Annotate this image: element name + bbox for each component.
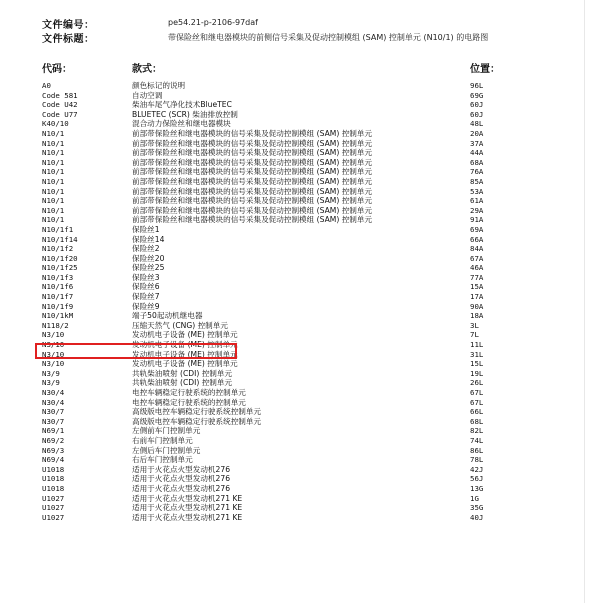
component-description: 保险丝2 xyxy=(132,244,160,254)
component-position: 78L xyxy=(470,455,484,465)
list-item xyxy=(0,158,601,168)
component-code: U1027 xyxy=(42,512,65,522)
component-code: N10/1f6 xyxy=(42,282,74,292)
component-code: N10/1 xyxy=(42,148,65,158)
component-position: 42J xyxy=(470,464,484,474)
list-item xyxy=(0,119,601,129)
doc-number: pe54.21-p-2106-97daf xyxy=(168,18,258,27)
component-code: U1018 xyxy=(42,483,65,493)
component-code: U1018 xyxy=(42,474,65,484)
component-code: N10/1f9 xyxy=(42,301,74,311)
component-code: N3/10 xyxy=(42,359,65,369)
component-description: 前部带保险丝和继电器模块的信号采集及促动控制模组 (SAM) 控制单元 xyxy=(132,186,373,196)
list-item xyxy=(0,110,601,120)
component-position: 17A xyxy=(470,292,484,302)
component-position: 40J xyxy=(470,512,484,522)
component-position: 85A xyxy=(470,176,484,186)
component-description: 保险丝6 xyxy=(132,282,160,292)
list-item xyxy=(0,139,601,149)
component-description: 前部带保险丝和继电器模块的信号采集及促动控制模组 (SAM) 控制单元 xyxy=(132,148,373,158)
component-position: 15L xyxy=(470,359,484,369)
component-code: N10/1f7 xyxy=(42,292,74,302)
list-item xyxy=(0,426,601,436)
highlight-box xyxy=(35,343,237,359)
list-item xyxy=(0,494,601,504)
list-item xyxy=(0,513,601,523)
component-position: 31L xyxy=(470,349,484,359)
component-description: 前部带保险丝和继电器模块的信号采集及促动控制模组 (SAM) 控制单元 xyxy=(132,215,373,225)
component-description: 前部带保险丝和继电器模块的信号采集及促动控制模组 (SAM) 控制单元 xyxy=(132,157,373,167)
component-description: 保险丝1 xyxy=(132,224,160,234)
component-code: N10/1 xyxy=(42,167,65,177)
component-description: 前部带保险丝和继电器模块的信号采集及促动控制模组 (SAM) 控制单元 xyxy=(132,138,373,148)
component-code: N10/1 xyxy=(42,205,65,215)
component-position: 60J xyxy=(470,109,484,119)
list-item xyxy=(0,330,601,340)
component-code: N10/1 xyxy=(42,196,65,206)
component-description: 压缩天然气 (CNG) 控制单元 xyxy=(132,320,228,330)
component-list xyxy=(0,81,601,522)
component-position: 48L xyxy=(470,119,484,129)
list-item xyxy=(0,282,601,292)
component-code: N10/1 xyxy=(42,215,65,225)
component-position: 44A xyxy=(470,148,484,158)
doc-title: 带保险丝和继电器模块的前侧信号采集及促动控制模组 (SAM) 控制单元 (N10/1) 的电路图 xyxy=(168,33,489,42)
component-position: 61A xyxy=(470,196,484,206)
component-code: N10/1f14 xyxy=(42,234,78,244)
component-code: N69/4 xyxy=(42,455,65,465)
component-description: 前部带保险丝和继电器模块的信号采集及促动控制模组 (SAM) 控制单元 xyxy=(132,196,373,206)
component-description: 左侧后车门控制单元 xyxy=(132,445,201,455)
component-description: 高级版电控车辆稳定行驶系统控制单元 xyxy=(132,416,262,426)
component-description: 发动机电子设备 (ME) 控制单元 xyxy=(132,340,238,350)
component-code: Code 581 xyxy=(42,90,78,100)
list-item xyxy=(0,196,601,206)
list-item xyxy=(0,129,601,139)
component-position: 13G xyxy=(470,483,484,493)
component-code: U1018 xyxy=(42,464,65,474)
component-description: 适用于火花点火型发动机271 KE xyxy=(132,503,243,513)
list-item xyxy=(0,244,601,254)
component-position: 26L xyxy=(470,378,484,388)
component-position: 77A xyxy=(470,272,484,282)
component-code: N10/1f1 xyxy=(42,224,74,234)
component-code: N69/2 xyxy=(42,435,65,445)
component-position: 69G xyxy=(470,90,484,100)
component-description: 混合动力保险丝和继电器模块 xyxy=(132,119,231,129)
component-code: N30/7 xyxy=(42,416,65,426)
component-description: 保险丝20 xyxy=(132,253,165,263)
component-code: N30/4 xyxy=(42,388,65,397)
component-description: 右前车门控制单元 xyxy=(132,435,193,445)
component-position: 96L xyxy=(470,81,484,90)
component-position: 84A xyxy=(470,244,484,254)
component-position: 76A xyxy=(470,167,484,177)
component-code: N10/1 xyxy=(42,128,65,138)
component-position: 35G xyxy=(470,503,484,513)
component-position: 67A xyxy=(470,253,484,263)
component-code: N10/1 xyxy=(42,186,65,196)
component-description: 前部带保险丝和继电器模块的信号采集及促动控制模组 (SAM) 控制单元 xyxy=(132,128,373,138)
component-description: 共轨柴油喷射 (CDI) 控制单元 xyxy=(132,368,233,378)
list-item xyxy=(0,398,601,408)
list-item xyxy=(0,177,601,187)
list-item xyxy=(0,474,601,484)
component-position: 66A xyxy=(470,234,484,244)
list-item xyxy=(0,455,601,465)
list-item xyxy=(0,91,601,101)
component-description: 适用于火花点火型发动机276 xyxy=(132,464,231,474)
desc-column-header: 款式： xyxy=(132,64,162,75)
list-item xyxy=(0,417,601,427)
component-position: 67L xyxy=(470,388,484,397)
component-code: U1027 xyxy=(42,493,65,503)
component-code: N3/10 xyxy=(42,349,65,359)
list-item xyxy=(0,436,601,446)
list-item xyxy=(0,254,601,264)
list-item xyxy=(0,273,601,283)
component-position: 46A xyxy=(470,263,484,273)
component-code: Code U77 xyxy=(42,109,78,119)
list-item xyxy=(0,378,601,388)
component-position: 37A xyxy=(470,138,484,148)
component-code: N69/3 xyxy=(42,445,65,455)
component-code: N10/1 xyxy=(42,157,65,167)
list-item xyxy=(0,407,601,417)
list-item xyxy=(0,321,601,331)
component-description: 电控车辆稳定行驶系统的控制单元 xyxy=(132,397,246,407)
component-code: N3/9 xyxy=(42,378,60,388)
component-position: 67L xyxy=(470,397,484,407)
component-position: 11L xyxy=(470,340,484,350)
component-description: 前部带保险丝和继电器模块的信号采集及促动控制模组 (SAM) 控制单元 xyxy=(132,167,373,177)
component-position: 68L xyxy=(470,416,484,426)
component-position: 29A xyxy=(470,205,484,215)
list-item xyxy=(0,206,601,216)
list-item xyxy=(0,225,601,235)
list-item xyxy=(0,100,601,110)
component-position: 7L xyxy=(470,330,479,340)
doc-title-label: 文件标题： xyxy=(42,34,95,45)
component-description: BLUETEC (SCR) 柴油排放控制 xyxy=(132,109,238,119)
component-position: 91A xyxy=(470,215,484,225)
component-position: 20A xyxy=(470,128,484,138)
component-description: 保险丝14 xyxy=(132,234,165,244)
list-item xyxy=(0,388,601,398)
component-position: 15A xyxy=(470,282,484,292)
component-position: 56J xyxy=(470,474,484,484)
component-description: 发动机电子设备 (ME) 控制单元 xyxy=(132,349,238,359)
component-code: N10/1f25 xyxy=(42,263,78,273)
component-code: N30/7 xyxy=(42,407,65,417)
list-item xyxy=(0,187,601,197)
list-item xyxy=(0,167,601,177)
component-position: 60J xyxy=(470,100,484,110)
component-code: A0 xyxy=(42,81,51,90)
component-description: 端子50起动机继电器 xyxy=(132,311,203,321)
component-code: N10/1f20 xyxy=(42,253,78,263)
component-description: 适用于火花点火型发动机271 KE xyxy=(132,512,243,522)
component-code: K40/10 xyxy=(42,119,69,129)
component-code: N10/1f2 xyxy=(42,244,74,254)
component-description: 高级版电控车辆稳定行驶系统控制单元 xyxy=(132,407,262,417)
component-code: N3/10 xyxy=(42,340,65,350)
component-description: 发动机电子设备 (ME) 控制单元 xyxy=(132,359,238,369)
component-description: 适用于火花点火型发动机271 KE xyxy=(132,493,243,503)
component-position: 82L xyxy=(470,426,484,436)
component-code: N10/1 xyxy=(42,176,65,186)
component-description: 适用于火花点火型发动机276 xyxy=(132,474,231,484)
component-description: 前部带保险丝和继电器模块的信号采集及促动控制模组 (SAM) 控制单元 xyxy=(132,176,373,186)
list-item xyxy=(0,311,601,321)
pos-column-header: 位置： xyxy=(470,64,500,75)
component-description: 适用于火花点火型发动机276 xyxy=(132,483,231,493)
component-position: 3L xyxy=(470,320,479,330)
list-item xyxy=(0,235,601,245)
component-code: U1027 xyxy=(42,503,65,513)
component-position: 68A xyxy=(470,157,484,167)
component-description: 右后车门控制单元 xyxy=(132,455,193,465)
list-item xyxy=(0,81,601,91)
component-code: N69/1 xyxy=(42,426,65,436)
component-code: N3/10 xyxy=(42,330,65,340)
component-description: 前部带保险丝和继电器模块的信号采集及促动控制模组 (SAM) 控制单元 xyxy=(132,205,373,215)
component-description: 保险丝25 xyxy=(132,263,165,273)
component-position: 19L xyxy=(470,368,484,378)
component-position: 90A xyxy=(470,301,484,311)
list-item xyxy=(0,359,601,369)
component-position: 53A xyxy=(470,186,484,196)
component-position: 69A xyxy=(470,224,484,234)
list-item xyxy=(0,263,601,273)
component-position: 18A xyxy=(470,311,484,321)
component-code: N30/4 xyxy=(42,397,65,407)
component-description: 电控车辆稳定行驶系统的控制单元 xyxy=(132,388,246,397)
component-description: 左侧前车门控制单元 xyxy=(132,426,201,436)
component-position: 86L xyxy=(470,445,484,455)
list-item xyxy=(0,215,601,225)
component-description: 保险丝3 xyxy=(132,272,160,282)
component-description: 颜色标记的说明 xyxy=(132,81,186,90)
component-code: Code U42 xyxy=(42,100,78,110)
component-description: 自动空调 xyxy=(132,90,163,100)
component-position: 1G xyxy=(470,493,479,503)
code-column-header: 代码： xyxy=(42,64,72,75)
list-item xyxy=(0,302,601,312)
component-description: 共轨柴油喷射 (CDI) 控制单元 xyxy=(132,378,233,388)
component-description: 发动机电子设备 (ME) 控制单元 xyxy=(132,330,238,340)
component-position: 66L xyxy=(470,407,484,417)
component-code: N118/2 xyxy=(42,320,69,330)
component-description: 保险丝7 xyxy=(132,292,160,302)
doc-number-label: 文件编号： xyxy=(42,20,95,31)
component-code: N10/1 xyxy=(42,138,65,148)
list-item xyxy=(0,148,601,158)
component-code: N10/1kM xyxy=(42,311,74,321)
list-item xyxy=(0,484,601,494)
list-item xyxy=(0,465,601,475)
component-code: N10/1f3 xyxy=(42,272,74,282)
list-item xyxy=(0,292,601,302)
list-item xyxy=(0,446,601,456)
component-description: 保险丝9 xyxy=(132,301,160,311)
list-item xyxy=(0,503,601,513)
component-code: N3/9 xyxy=(42,368,60,378)
component-description: 柴油车尾气净化技术BlueTEC xyxy=(132,100,232,110)
list-item xyxy=(0,369,601,379)
component-position: 74L xyxy=(470,435,484,445)
